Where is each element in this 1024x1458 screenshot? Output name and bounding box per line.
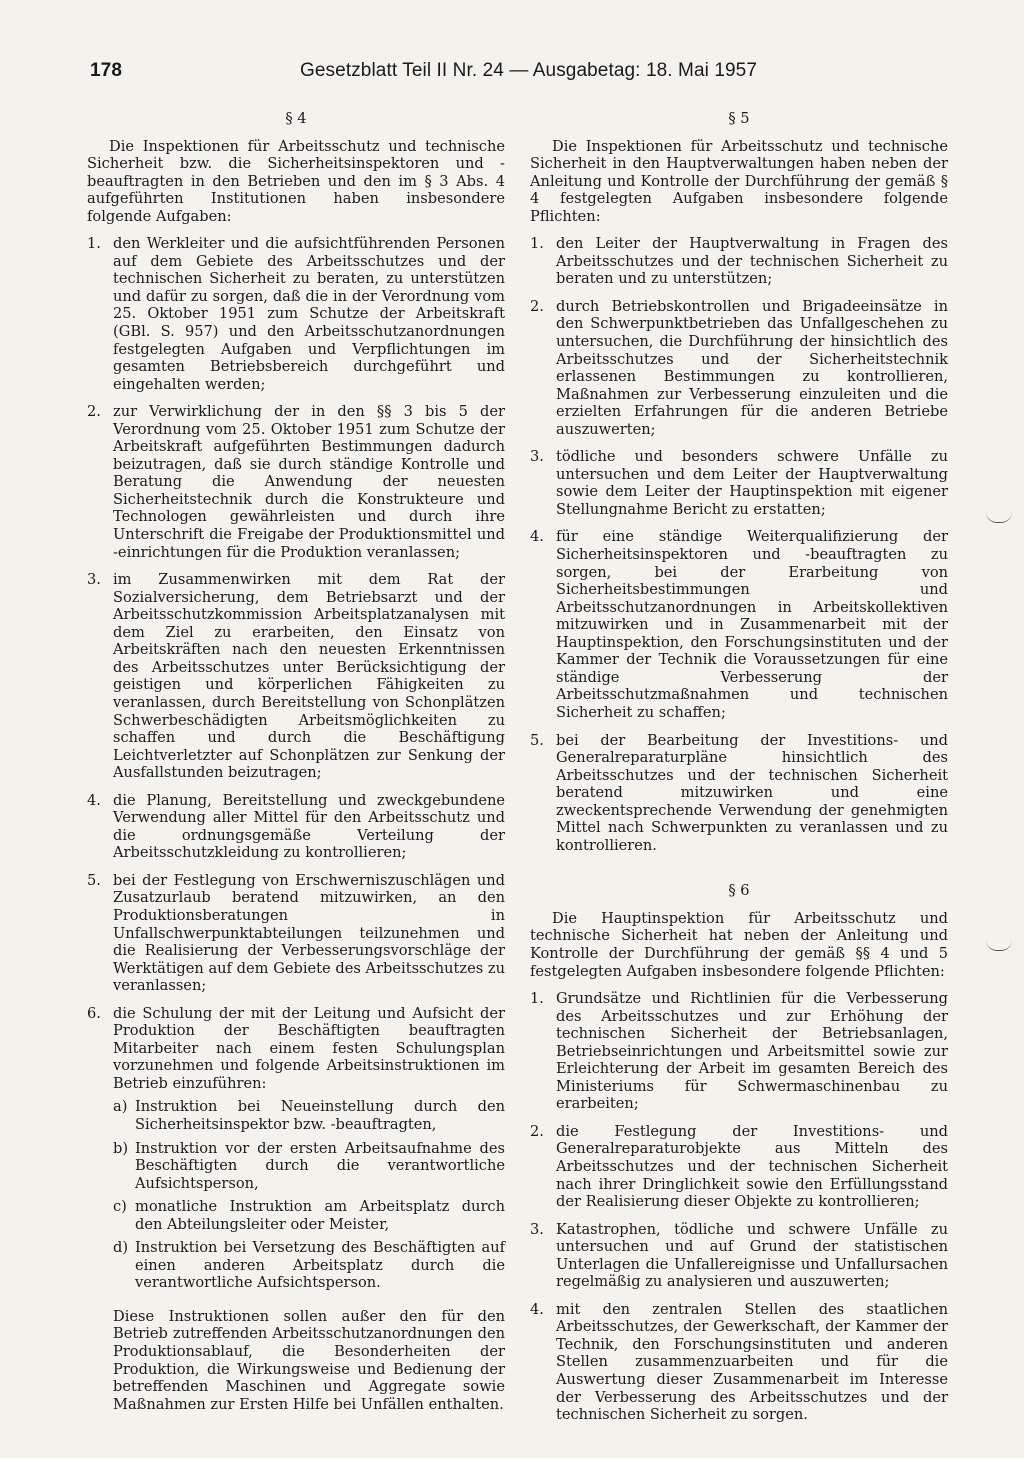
- item-text: bei der Festlegung von Erschwerniszuschlägen und Zusatzurlaub beratend mitzuwirken, an den Produktionsberatungen in Unfallschwerpunktabteilungen teilzunehmen und die Realisierung der Verbesserungsvorschläge der Werktätigen auf dem Gebiete des Arbeitsschutzes zu veranlassen;: [113, 871, 505, 995]
- list-item: [87, 792, 505, 862]
- sub-item: [113, 1098, 505, 1133]
- item-number: 1.: [87, 235, 101, 253]
- item-number: 1.: [530, 235, 544, 253]
- item-text: im Zusammenwirken mit dem Rat der Sozialversicherung, dem Betriebsarzt und der Arbeitsschutzkommission Arbeitsplatzanalysen mit dem Ziel zu erarbeiten, den Einsatz von Arbeitskräften nach den neuesten Erkenntnissen des Arbeitsschutzes unter Berücksichtigung der geistigen und körperlichen Fähigkeiten zu veranlassen, durch Bereitstellung von Schonplätzen Schwerbeschädigten Arbeitsmöglichkeiten zu schaffen und durch die Beschäftigung Leichtverletzter auf Schonplätzen zur Senkung der Ausfallstunden beizutragen;: [113, 571, 505, 782]
- item-number: 5.: [530, 731, 544, 749]
- item-number: 2.: [530, 297, 544, 315]
- section-5-intro: Die Inspektionen für Arbeitsschutz und technische Sicherheit in den Hauptverwaltungen haben neben der Anleitung und Kontrolle der Durchführung der gemäß § 4 festgelegten Aufgaben insbesondere folgende Pflichten:: [530, 137, 948, 225]
- list-item: [530, 298, 948, 438]
- item-number: 4.: [87, 791, 101, 809]
- item-number: 2.: [530, 1122, 544, 1140]
- item-text: bei der Bearbeitung der Investitions- und Generalreparaturpläne hinsichtlich des Arbeitsschutzes und der technischen Sicherheit beratend mitzuwirken und eine zweckentsprechende Verwendung der genehmigten Mittel nach Schwerpunkten zu veranlassen und zu kontrollieren.: [556, 731, 948, 854]
- item-number: 4.: [530, 528, 544, 546]
- sub-item-text: monatliche Instruktion am Arbeitsplatz durch den Abteilungsleiter oder Meister,: [135, 1198, 505, 1233]
- sub-item-text: Instruktion vor der ersten Arbeitsaufnahme des Beschäftigten durch die verantwortliche Aufsichtsperson,: [135, 1139, 505, 1192]
- sub-item-letter: a): [113, 1098, 128, 1116]
- item-text: zur Verwirklichung der in den §§ 3 bis 5 der Verordnung vom 25. Oktober 1951 zum Schutze der Arbeitskraft aufgeführten Bestimmungen dadurch beizutragen, daß sie durch ständige Kontrolle und Beratung die Anwendung der neuesten Sicherheitstechnik durch die Konstrukteure und Technologen gewährleisten und durch ihre Unterschrift die Freigabe der Produktionsmittel und -einrichtungen für die Produktion veranlassen;: [113, 403, 505, 561]
- list-item: [530, 235, 948, 288]
- item-text: durch Betriebskontrollen und Brigadeeinsätze in den Schwerpunktbetrieben das Unfallgeschehen zu untersuchen, die Durchführung der hinsichtlich des Arbeitsschutzes und der Sicherheitstechnik erlassenen Bestimmungen zu kontrollieren, Maßnahmen zur Verbesserung einzuleiten und die erzielten Erfahrungen für die anderen Betriebe auszuwerten;: [556, 297, 948, 438]
- section-6-intro: Die Hauptinspektion für Arbeitsschutz und technische Sicherheit hat neben der Anleitung und Kontrolle der Durchführung der gemäß §§ 4 und 5 festgelegten Aufgaben insbesondere folgende Pflichten:: [530, 909, 948, 980]
- section-heading-6: § 6: [728, 882, 750, 900]
- list-item: [87, 235, 505, 393]
- sub-item: [113, 1198, 505, 1233]
- list-item: [87, 571, 505, 782]
- list-item: [530, 732, 948, 855]
- item-number: 3.: [530, 1220, 544, 1238]
- list-item: [87, 1005, 505, 1298]
- item-text: Katastrophen, tödliche und schwere Unfälle zu untersuchen und auf Grund der statistischen Unterlagen die Unfallereignisse und Unfallursachen regelmäßig zu analysieren und auszuwerten;: [556, 1220, 948, 1291]
- list-item: [530, 990, 948, 1113]
- item-text: mit den zentralen Stellen des staatlichen Arbeitsschutzes, der Gewerkschaft, der Kammer der Technik, den Forschungsinstituten und anderen Stellen zusammenzuarbeiten und für die Auswertung dieser Zusammenarbeit im Interesse der Verbesserung des Arbeitsschutzes und der technischen Sicherheit zu sorgen.: [556, 1300, 948, 1424]
- list-item: [530, 1301, 948, 1424]
- sub-item: [113, 1140, 505, 1193]
- section-heading-4: § 4: [285, 110, 307, 127]
- item-number: 3.: [530, 448, 544, 466]
- item-text: die Festlegung der Investitions- und Generalreparaturobjekte aus Mitteln des Arbeitsschutzes und der technischen Sicherheit nach ihrer Dringlichkeit sowie den Erfüllungsstand der Realisierung dieser Objekte zu kontrollieren;: [556, 1122, 948, 1211]
- item-body: [113, 1005, 505, 1298]
- item-text: die Schulung der mit der Leitung und Aufsicht der Produktion der Beschäftigten beauftragten Mitarbeiter nach einem festen Schulungsplan vorzunehmen und folgende Arbeitsinstruktionen im Betrieb einzuführen:: [113, 1004, 505, 1092]
- sub-item: [113, 1239, 505, 1292]
- item-text: tödliche und besonders schwere Unfälle zu untersuchen und dem Leiter der Hauptverwaltung sowie dem Leiter der Hauptinspektion mit eigener Stellungnahme Bericht zu erstatten;: [556, 448, 948, 518]
- item-text: den Werkleiter und die aufsichtführenden Personen auf dem Gebiete des Arbeitsschutzes und der technischen Sicherheit zu beraten, zu unterstützen und dafür zu sorgen, daß die in der Verordnung vom 25. Oktober 1951 zum Schutze der Arbeitskraft (GBl. S. 957) und den Arbeitsschutzanordnungen festgelegten Aufgaben und Verpflichtungen im gesamten Betriebsbereich durchgeführt und eingehalten werden;: [113, 235, 505, 393]
- margin-mark: [986, 512, 1012, 523]
- instructions-note: Diese Instruktionen sollen außer den für den Betrieb zutreffenden Arbeitsschutzanordnungen den Produktionsablauf, die Besonderheiten der Produktion, die Wirkungsweise und Bedienung der betreffenden Maschinen und Aggregate sowie Maßnahmen zur Ersten Hilfe bei Unfällen enthalten.: [113, 1307, 505, 1413]
- list-item: [87, 872, 505, 995]
- item-text: Grundsätze und Richtlinien für die Verbesserung des Arbeitsschutzes und zur Erhöhung der technischen Sicherheit der Betriebsanlagen, Betriebseinrichtungen und Arbeitsmittel sowie zur Erleichterung der Arbeit im gesamten Bereich des Ministeriums für Schwermaschinenbau zu erarbeiten;: [556, 990, 948, 1113]
- item-number: 3.: [87, 571, 101, 589]
- sub-item-letter: b): [113, 1139, 129, 1157]
- list-item: [530, 448, 948, 518]
- page-number: 178: [90, 60, 123, 81]
- item-text: die Planung, Bereitstellung und zweckgebundene Verwendung aller Mittel für den Arbeitsschutz und die ordnungsgemäße Verteilung der Arbeitsschutzkleidung zu kontrollieren;: [113, 791, 505, 862]
- item-number: 2.: [87, 403, 101, 421]
- margin-mark: [986, 940, 1012, 951]
- item-number: 6.: [87, 1004, 101, 1022]
- left-column: [87, 110, 505, 1413]
- section-heading-5: § 5: [728, 110, 750, 127]
- list-item: [530, 1221, 948, 1291]
- right-column: [530, 110, 948, 1434]
- item-text: den Leiter der Hauptverwaltung in Fragen des Arbeitsschutzes und der technischen Sicherheit zu beraten und zu unterstützen;: [556, 235, 948, 288]
- list-item: [530, 1123, 948, 1211]
- sub-item-text: Instruktion bei Neueinstellung durch den Sicherheitsinspektor bzw. -beauftragten,: [135, 1098, 505, 1133]
- list-item: [87, 403, 505, 561]
- section-4-intro: Die Inspektionen für Arbeitsschutz und technische Sicherheit bzw. die Sicherheitsinspektoren und -beauftragten in den Betrieben und den im § 3 Abs. 4 aufgeführten Institutionen haben insbesondere folgende Aufgaben:: [87, 137, 505, 225]
- item-number: 5.: [87, 871, 101, 889]
- sub-item-text: Instruktion bei Versetzung des Beschäftigten auf einen anderen Arbeitsplatz durch die verantwortliche Aufsichtsperson.: [135, 1239, 505, 1292]
- item-text: für eine ständige Weiterqualifizierung der Sicherheitsinspektoren und -beauftragten zu sorgen, bei der Erarbeitung von Sicherheitsbestimmungen und Arbeitsschutzanordnungen in Arbeitskollektiven mitzuwirken und in Zusammenarbeit mit der Hauptinspektion, den Forschungsinstituten und der Kammer der Technik die Voraussetzungen für eine ständige Verbesserung der Arbeitsschutzmaßnahmen und technischen Sicherheit zu schaffen;: [556, 528, 948, 721]
- publication-title: Gesetzblatt Teil II Nr. 24 — Ausgabetag: 18. Mai 1957: [300, 60, 757, 81]
- sub-item-letter: c): [113, 1198, 127, 1216]
- item-number: 4.: [530, 1300, 544, 1318]
- list-item: [530, 528, 948, 721]
- sub-item-letter: d): [113, 1239, 129, 1257]
- item-number: 1.: [530, 990, 544, 1008]
